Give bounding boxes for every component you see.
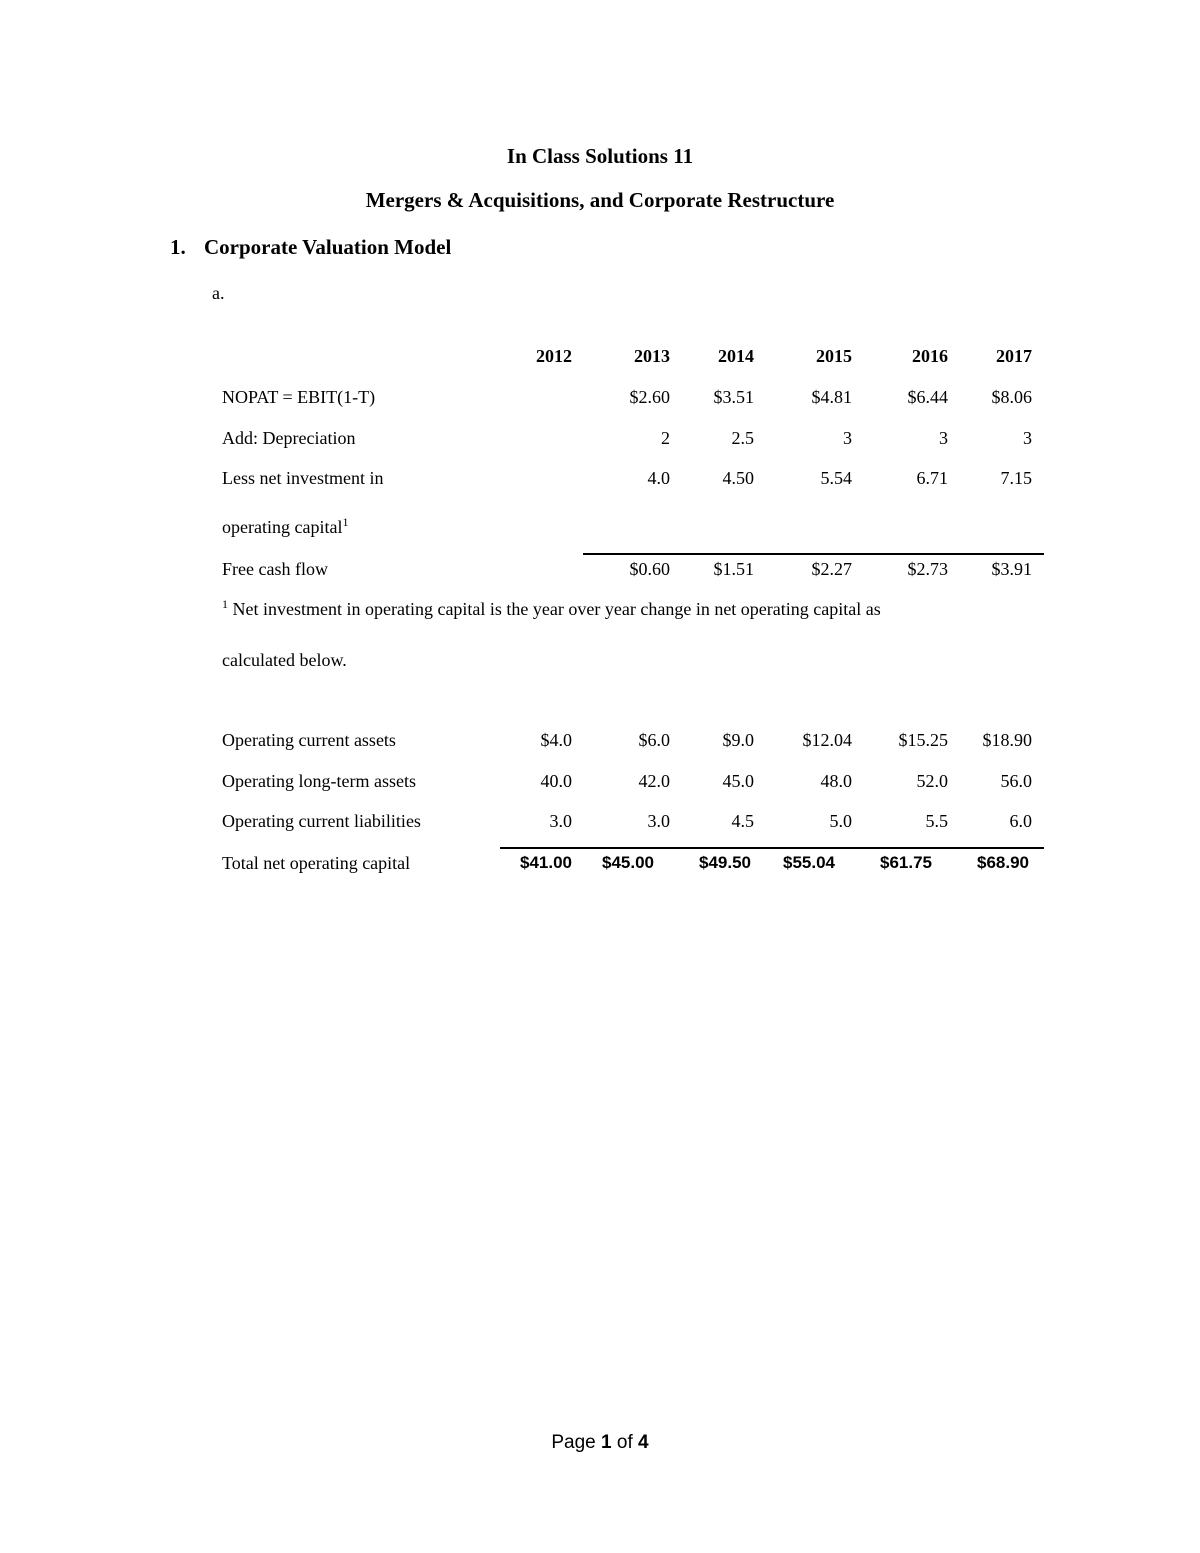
footnote-text: Net investment in operating capital is the year over year change in net operating capital as bbox=[232, 599, 881, 619]
table-cell: 4.50 bbox=[722, 468, 754, 488]
table-cell: 42.0 bbox=[638, 771, 670, 791]
table-cell: 7.15 bbox=[1000, 468, 1032, 488]
table-cell: $55.04 bbox=[783, 853, 835, 872]
page-total: 4 bbox=[638, 1432, 649, 1453]
footnote-continuation: calculated below. bbox=[222, 650, 347, 670]
table-cell: 45.0 bbox=[722, 771, 754, 791]
table-cell: 5.0 bbox=[829, 811, 852, 831]
table-cell: 5.54 bbox=[820, 468, 852, 488]
table-cell: $68.90 bbox=[977, 853, 1029, 872]
year-header-2012: 2012 bbox=[536, 346, 572, 366]
row-label-depreciation: Add: Depreciation bbox=[222, 428, 356, 448]
page-word: Page bbox=[551, 1432, 596, 1453]
document-title: In Class Solutions 11 bbox=[506, 144, 694, 168]
table-cell: 2 bbox=[661, 428, 670, 448]
table-cell: 52.0 bbox=[916, 771, 948, 791]
table-cell: $2.60 bbox=[629, 387, 670, 407]
table-cell: $15.25 bbox=[898, 730, 948, 750]
of-word: of bbox=[616, 1432, 633, 1453]
table-cell: $4.81 bbox=[811, 387, 852, 407]
table-cell: 6.0 bbox=[1009, 811, 1032, 831]
row-label-nopat: NOPAT = EBIT(1-T) bbox=[222, 387, 376, 407]
table-cell: $6.0 bbox=[638, 730, 670, 750]
row-label-free-cash-flow: Free cash flow bbox=[222, 559, 328, 579]
year-header-2017: 2017 bbox=[996, 346, 1032, 366]
table-cell: 6.71 bbox=[916, 468, 948, 488]
table-cell: 3 bbox=[1023, 428, 1032, 448]
section-heading bbox=[170, 234, 451, 260]
section-title: Corporate Valuation Model bbox=[204, 235, 452, 259]
table-cell: 56.0 bbox=[1000, 771, 1032, 791]
table-cell: $2.73 bbox=[907, 559, 948, 579]
year-header-2015: 2015 bbox=[816, 346, 852, 366]
total-rule bbox=[500, 847, 1044, 849]
page-number: 1 bbox=[601, 1432, 612, 1453]
table-cell: 3.0 bbox=[549, 811, 572, 831]
total-rule bbox=[583, 553, 1044, 555]
table-cell: $49.50 bbox=[699, 853, 751, 872]
row-label-net-investment-line2: operating capital$^1$ bbox=[222, 515, 349, 537]
row-label-current-liabilities: Operating current liabilities bbox=[222, 811, 421, 831]
table-cell: 48.0 bbox=[820, 771, 852, 791]
table-cell: $3.91 bbox=[991, 559, 1032, 579]
table-cell: $2.27 bbox=[811, 559, 852, 579]
row-label-total-capital: Total net operating capital bbox=[222, 853, 411, 873]
page-footer bbox=[0, 1432, 1200, 1454]
table-cell: $18.90 bbox=[982, 730, 1032, 750]
table-cell: $1.51 bbox=[713, 559, 754, 579]
table-cell: $8.06 bbox=[991, 387, 1032, 407]
table-cell: 5.5 bbox=[925, 811, 948, 831]
table-cell: 3.0 bbox=[647, 811, 670, 831]
document-subtitle: Mergers & Acquisitions, and Corporate Restructure bbox=[365, 188, 835, 212]
table-cell: $0.60 bbox=[629, 559, 670, 579]
footnote-ref: 1 bbox=[342, 515, 349, 529]
table-cell: $6.44 bbox=[907, 387, 948, 407]
row-label-long-term-assets: Operating long-term assets bbox=[222, 771, 416, 791]
year-header-2016: 2016 bbox=[912, 346, 948, 366]
year-header-2014: 2014 bbox=[718, 346, 754, 366]
footnote bbox=[222, 597, 881, 621]
row-label-current-assets: Operating current assets bbox=[222, 730, 396, 750]
table-cell: 3 bbox=[939, 428, 948, 448]
table-cell: 40.0 bbox=[540, 771, 572, 791]
table-cell: $61.75 bbox=[880, 853, 932, 872]
table-cell: $12.04 bbox=[802, 730, 852, 750]
table-cell: $41.00 bbox=[520, 853, 572, 872]
table-cell: 4.5 bbox=[731, 811, 754, 831]
table-cell: $3.51 bbox=[713, 387, 754, 407]
table-cell: $9.0 bbox=[722, 730, 754, 750]
year-header-2013: 2013 bbox=[634, 346, 670, 366]
table-cell: 3 bbox=[843, 428, 852, 448]
part-label: a. bbox=[212, 283, 225, 303]
section-number: 1. bbox=[170, 235, 186, 259]
table-cell: 4.0 bbox=[647, 468, 670, 488]
footnote-marker: 1 bbox=[222, 597, 228, 611]
table-cell: $4.0 bbox=[540, 730, 572, 750]
table-cell: $45.00 bbox=[602, 853, 654, 872]
table-cell: 2.5 bbox=[731, 428, 754, 448]
row-label-net-investment: Less net investment in bbox=[222, 468, 384, 488]
